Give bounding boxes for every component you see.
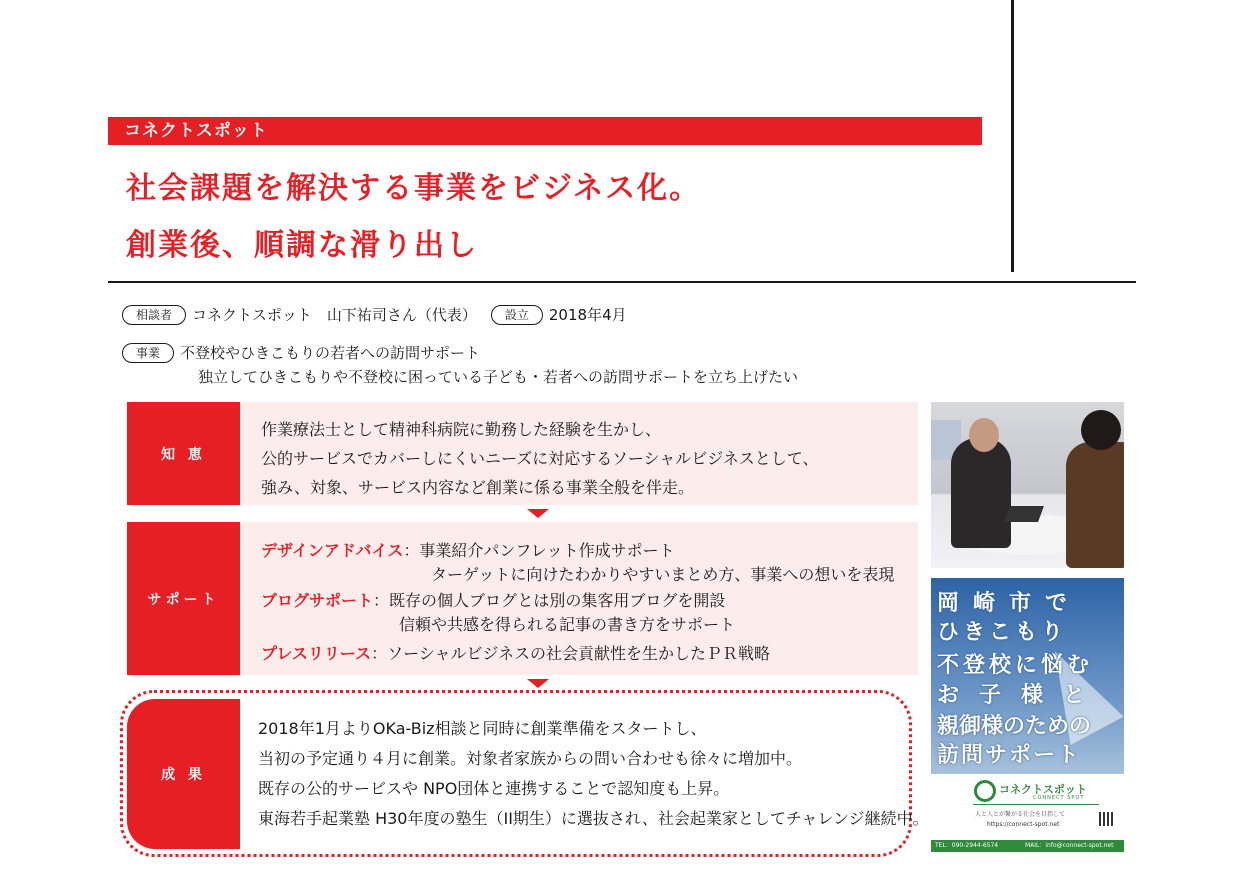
support-desc: 信頼や共感を得られる記事の書き方をサポート <box>399 615 736 634</box>
flyer-line: お子様と <box>937 683 1106 708</box>
support-label: サポート <box>127 522 240 675</box>
support-desc: ソーシャルビジネスの社会貢献性を生かしたＰＲ戦略 <box>387 644 770 663</box>
flyer-line: 岡崎市で <box>937 591 1082 616</box>
support-desc: 事業紹介パンフレット作成サポート <box>419 541 675 560</box>
wisdom-line: 作業療法士として精神科病院に勤務した経験を生かし、 <box>261 420 662 439</box>
business-pill: 事業 <box>122 343 174 363</box>
flyer-image <box>931 578 1124 852</box>
down-arrow-icon <box>527 679 549 688</box>
info-consultant-row <box>122 304 627 325</box>
wisdom-line: 公的サービスでカバーしにくいニーズに対応するソーシャルビジネスとして、 <box>261 449 819 468</box>
wisdom-label: 知 恵 <box>127 402 240 505</box>
results-line: 当初の予定通り４月に創業。対象者家族からの問い合わせも徐々に増加中。 <box>258 749 803 768</box>
flyer-line: 訪問サポート <box>937 743 1082 768</box>
support-title: ブログサポート <box>261 591 374 610</box>
headline-line-1: 社会課題を解決する事業をビジネス化。 <box>126 171 702 206</box>
support-title: プレスリリース <box>261 644 372 663</box>
flyer-contact-bar <box>931 840 1124 852</box>
consultant-value: コネクトスポット 山下祐司さん（代表） <box>192 306 477 324</box>
results-line: 2018年1月よりOKa-Biz相談と同時に創業準備をスタートし、 <box>258 719 707 738</box>
business-line-2: 独立してひきこもりや不登校に困っている子ども・若者への訪問サポートを立ち上げたい <box>198 368 799 386</box>
consultant-pill: 相談者 <box>122 305 186 325</box>
flyer-line: 親御様のための <box>937 714 1092 739</box>
support-desc: ターゲットに向けたわかりやすいまとめ方、事業への想いを表現 <box>431 565 895 584</box>
down-arrow-icon <box>527 509 549 518</box>
results-line: 東海若手起業塾 H30年度の塾生（II期生）に選抜され、社会起業家としてチャレンジ継続中。 <box>258 809 929 828</box>
flyer-tagline: 人と人とが繋がる社会を目指して <box>975 811 1066 818</box>
flyer-line: ひきこもり <box>937 620 1068 645</box>
wisdom-line: 強み、対象、サービス内容など創業に係る事業全般を伴走。 <box>261 478 694 497</box>
flyer-logo-text: コネクトスポット <box>999 783 1087 796</box>
wisdom-panel <box>127 402 918 505</box>
flyer-tel: TEL：090-2944-6574 <box>935 842 999 849</box>
founded-value: 2018年4月 <box>548 306 627 324</box>
vertical-rule <box>1011 0 1014 272</box>
section-banner: コネクトスポット <box>108 117 982 145</box>
flyer-line: 不登校に悩む <box>937 653 1094 678</box>
qr-code-icon <box>1099 812 1113 826</box>
support-panel <box>127 522 918 675</box>
support-item-press: プレスリリース：ソーシャルビジネスの社会貢献性を生かしたＰＲ戦略 <box>261 644 770 663</box>
info-business-row <box>122 342 480 363</box>
support-item-blog: ブログサポート：既存の個人ブログとは別の集客用ブログを開設 <box>261 591 726 610</box>
headline-line-2: 創業後、順調な滑り出し <box>126 228 478 263</box>
business-line-1: 不登校やひきこもりの若者への訪問サポート <box>180 344 481 362</box>
flyer-footer <box>931 774 1124 840</box>
support-desc: 既存の個人ブログとは別の集客用ブログを開設 <box>389 591 726 610</box>
horizontal-rule <box>108 281 1136 283</box>
flyer-mail: MAIL：info@connect-spot.net <box>1025 842 1114 849</box>
flyer-logo-sub: CONNECT SPOT <box>1033 795 1085 801</box>
support-title: デザインアドバイス <box>261 541 404 560</box>
support-item-design: デザインアドバイス：事業紹介パンフレット作成サポート <box>261 541 675 560</box>
consultation-photo <box>931 402 1124 568</box>
connect-spot-logo-icon <box>974 780 996 802</box>
results-line: 既存の公的サービスや NPO団体と連携することで認知度も上昇。 <box>258 779 730 798</box>
flyer-url: https://connect-spot.net <box>987 821 1060 828</box>
founded-pill: 設立 <box>491 305 543 325</box>
results-label: 成 果 <box>127 699 240 849</box>
